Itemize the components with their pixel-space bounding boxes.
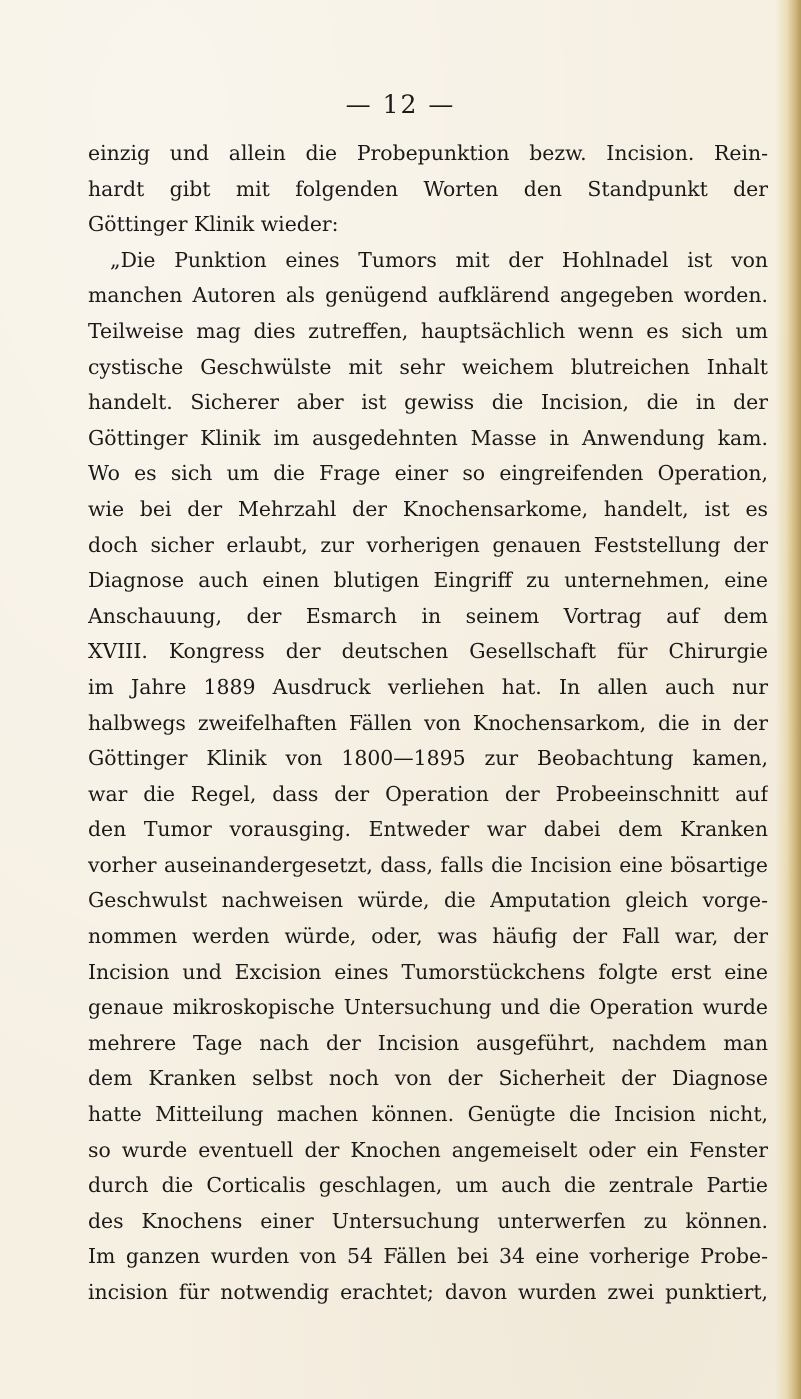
text-line: hardt gibt mit folgenden Worten den Standpunkt der xyxy=(88,176,768,201)
text-line: Göttinger Klinik von 1800—1895 zur Beobachtung kamen, xyxy=(88,746,768,771)
text-line: incision für notwendig erachtet; davon wurden zwei punktiert, xyxy=(88,1280,768,1304)
page-number: — 12 — xyxy=(345,90,456,119)
text-line: „Die Punktion eines Tumors mit der Hohlnadel ist von xyxy=(110,247,768,272)
text-line: so wurde eventuell der Knochen angemeiselt oder ein Fenster xyxy=(88,1137,768,1162)
text-line: durch die Corticalis geschlagen, um auch die zentrale Partie xyxy=(88,1173,768,1198)
text-line: den Tumor vorausging. Entweder war dabei dem Kranken xyxy=(88,817,768,842)
text-line: manchen Autoren als genügend aufklärend angegeben worden. xyxy=(88,283,768,308)
text-line: war die Regel, dass der Operation der Probeeinschnitt auf xyxy=(88,781,768,806)
text-line: Diagnose auch einen blutigen Eingriff zu unternehmen, eine xyxy=(88,568,768,593)
text-line: einzig und allein die Probepunktion bezw. Incision. Rein- xyxy=(88,141,768,165)
text-line: Geschwulst nachweisen würde, die Amputation gleich vorge- xyxy=(88,888,768,913)
text-line: mehrere Tage nach der Incision ausgeführt, nachdem man xyxy=(88,1030,768,1055)
page-edge-shadow xyxy=(775,0,801,1399)
text-line: genaue mikroskopische Untersuchung und die Operation wurde xyxy=(88,995,768,1020)
text-line: cystische Geschwülste mit sehr weichem blutreichen Inhalt xyxy=(88,354,768,379)
text-line: dem Kranken selbst noch von der Sicherheit der Diagnose xyxy=(88,1066,768,1091)
text-line: Im ganzen wurden von 54 Fällen bei 34 eine vorherige Probe- xyxy=(88,1244,768,1269)
text-line: doch sicher erlaubt, zur vorherigen genauen Feststellung der xyxy=(88,532,768,557)
text-line: Anschauung, der Esmarch in seinem Vortrag auf dem xyxy=(88,603,768,628)
text-line: XVIII. Kongress der deutschen Gesellschaft für Chirurgie xyxy=(88,639,768,664)
text-line: Göttinger Klinik im ausgedehnten Masse in Anwendung kam. xyxy=(88,425,768,450)
text-line: Teilweise mag dies zutreffen, hauptsächlich wenn es sich um xyxy=(88,318,768,343)
text-line: Göttinger Klinik wieder: xyxy=(88,212,339,237)
text-line: Wo es sich um die Frage einer so eingreifenden Operation, xyxy=(88,461,768,486)
text-line: des Knochens einer Untersuchung unterwerfen zu können. xyxy=(88,1208,768,1233)
text-line: Incision und Excision eines Tumorstückchens folgte erst eine xyxy=(88,959,768,984)
text-line: hatte Mitteilung machen können. Genügte die Incision nicht, xyxy=(88,1102,768,1127)
text-line: halbwegs zweifelhaften Fällen von Knochensarkom, die in der xyxy=(88,710,768,735)
text-line: nommen werden würde, oder, was häufig der Fall war, der xyxy=(88,924,768,949)
text-line: im Jahre 1889 Ausdruck verliehen hat. In allen auch nur xyxy=(88,674,768,699)
text-line: vorher auseinandergesetzt, dass, falls die Incision eine bösartige xyxy=(88,852,768,877)
body-text xyxy=(88,136,768,1311)
text-line: handelt. Sicherer aber ist gewiss die Incision, die in der xyxy=(88,390,768,415)
text-line: wie bei der Mehrzahl der Knochensarkome, handelt, ist es xyxy=(88,496,768,521)
